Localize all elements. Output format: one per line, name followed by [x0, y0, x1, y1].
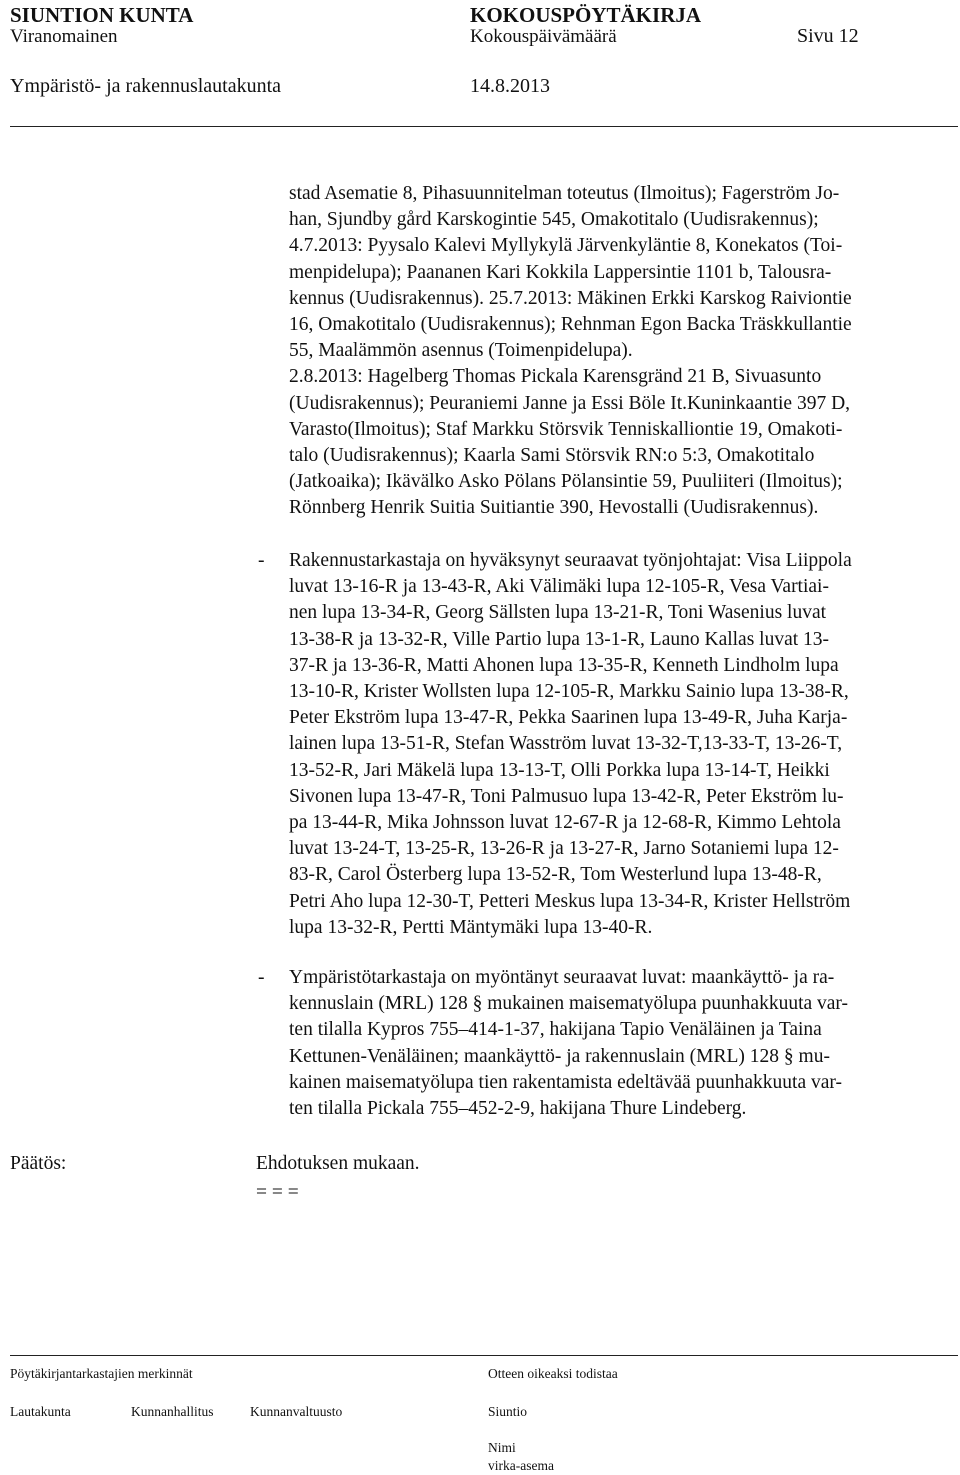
text-line: 16, Omakotitalo (Uudisrakennus); Rehnman Egon Backa Träskkullantie — [289, 314, 852, 335]
footer-board: Lautakunta — [10, 1404, 71, 1419]
text-line: nen lupa 13-34-R, Georg Sällsten lupa 13-21-R, Toni Wasenius luvat — [289, 602, 827, 624]
decision-label: Päätös: — [10, 1153, 67, 1174]
text-line: stad Asematie 8, Pihasuunnitelman toteutus (Ilmoitus); Fagerström Jo- — [289, 183, 840, 204]
text-line: luvat 13-16-R ja 13-43-R, Aki Välimäki lupa 12-105-R, Vesa Vartiai- — [289, 576, 829, 598]
bullet-dash: - — [258, 550, 265, 571]
text-line: kainen maisematyölupa tien rakentamista edeltävää puunhakkuuta var- — [289, 1071, 842, 1093]
footer-municipal-board: Kunnanhallitus — [131, 1404, 214, 1419]
reviewers-notes-label: Pöytäkirjantarkastajien merkinnät — [10, 1366, 193, 1381]
text-line: kennuslain (MRL) 128 § mukainen maisematyölupa puunhakkuuta var- — [289, 993, 849, 1015]
text-line: (Uudisrakennus); Peuraniemi Janne ja Essi Böle It.Kuninkaantie 397 D, — [289, 392, 851, 414]
footer-divider — [10, 1355, 958, 1356]
text-line: 13-10-R, Krister Wollsten lupa 12-105-R, Markku Sainio lupa 13-38-R, — [289, 681, 849, 702]
footer-place: Siuntio — [488, 1404, 528, 1419]
text-line: 13-52-R, Jari Mäkelä lupa 13-13-T, Olli Porkka lupa 13-14-T, Heikki — [289, 759, 830, 781]
text-line: ten tilalla Kypros 755–414-1-37, hakijana Tapio Venäläinen ja Taina — [289, 1019, 822, 1041]
text-line: luvat 13-24-T, 13-25-R, 13-26-R ja 13-27-R, Jarno Sotaniemi lupa 12- — [289, 838, 839, 860]
text-line: lupa 13-32-R, Pertti Mäntymäki lupa 13-40-R. — [289, 916, 653, 938]
meeting-date-label: Kokouspäivämäärä — [470, 26, 617, 47]
certified-copy-label: Otteen oikeaksi todistaa — [488, 1366, 618, 1381]
text-line: menpidelupa); Paananen Kari Kokkila Lappersintie 1101 b, Talousra- — [289, 261, 832, 283]
text-line: Varasto(Ilmoitus); Staf Markku Störsvik Tenniskalliontie 19, Omakoti- — [289, 418, 843, 440]
text-line: Sivonen lupa 13-47-R, Toni Palmusuo lupa 13-42-R, Peter Ekström lu- — [289, 785, 844, 807]
footer-name-label: Nimi — [488, 1440, 516, 1455]
footer-council: Kunnanvaltuusto — [250, 1404, 343, 1419]
text-line: 4.7.2013: Pyysalo Kalevi Myllykylä Järvenkyläntie 8, Konekatos (Toi- — [289, 235, 843, 257]
header-divider — [10, 126, 958, 127]
footer-title-label: virka-asema — [488, 1458, 554, 1473]
page-number: Sivu 12 — [797, 25, 859, 47]
meeting-date: 14.8.2013 — [470, 75, 550, 97]
text-line: (Jatkoaika); Ikävälko Asko Pölans Pölansintie 59, Puuliiteri (Ilmoitus); — [289, 471, 843, 493]
text-line: Ympäristötarkastaja on myöntänyt seuraavat luvat: maankäyttö- ja ra- — [289, 967, 835, 988]
text-line: pa 13-44-R, Mika Johnsson luvat 12-67-R ja 12-68-R, Kimmo Lehtola — [289, 812, 841, 833]
authority-label: Viranomainen — [10, 26, 118, 47]
text-line: lainen lupa 13-51-R, Stefan Wasström luvat 13-32-T,13-33-T, 13-26-T, — [289, 733, 843, 755]
text-line: talo (Uudisrakennus); Kaarla Sami Störsvik RN:o 5:3, Omakotitalo — [289, 445, 815, 466]
text-line: Peter Ekström lupa 13-47-R, Pekka Saarinen lupa 13-49-R, Juha Karja- — [289, 707, 848, 729]
text-line: Kettunen-Venäläinen; maankäyttö- ja rakennuslain (MRL) 128 § mu- — [289, 1045, 830, 1067]
text-line: ten tilalla Pickala 755–452-2-9, hakijana Thure Lindeberg. — [289, 1098, 747, 1119]
text-line: Petri Aho lupa 12-30-T, Petteri Meskus lupa 13-34-R, Krister Hellström — [289, 890, 851, 912]
board-name: Ympäristö- ja rakennuslautakunta — [10, 75, 282, 97]
decision-text: Ehdotuksen mukaan. — [256, 1153, 420, 1174]
text-line: han, Sjundby gård Karskogintie 545, Omakotitalo (Uudisrakennus); — [289, 209, 819, 231]
document-type: KOKOUSPÖYTÄKIRJA — [470, 3, 702, 27]
text-line: 83-R, Carol Österberg lupa 13-52-R, Tom Westerlund lupa 13-48-R, — [289, 864, 822, 886]
end-mark: = = = — [256, 1182, 299, 1203]
bullet-dash: - — [258, 967, 265, 988]
text-line: 37-R ja 13-36-R, Matti Ahonen lupa 13-35-R, Kenneth Lindholm lupa — [289, 654, 839, 676]
text-line: 2.8.2013: Hagelberg Thomas Pickala Karensgränd 21 B, Sivuasunto — [289, 366, 822, 388]
text-line: 55, Maalämmön asennus (Toimenpidelupa). — [289, 340, 633, 362]
org-name: SIUNTION KUNTA — [10, 3, 194, 27]
text-line: 13-38-R ja 13-32-R, Ville Partio lupa 13-1-R, Launo Kallas luvat 13- — [289, 628, 830, 650]
text-line: Rönnberg Henrik Suitia Suitiantie 390, Hevostalli (Uudisrakennus). — [289, 497, 819, 519]
text-line: kennus (Uudisrakennus). 25.7.2013: Mäkinen Erkki Karskog Raiviontie — [289, 287, 852, 309]
text-line: Rakennustarkastaja on hyväksynyt seuraavat työnjohtajat: Visa Liippola — [289, 550, 852, 571]
